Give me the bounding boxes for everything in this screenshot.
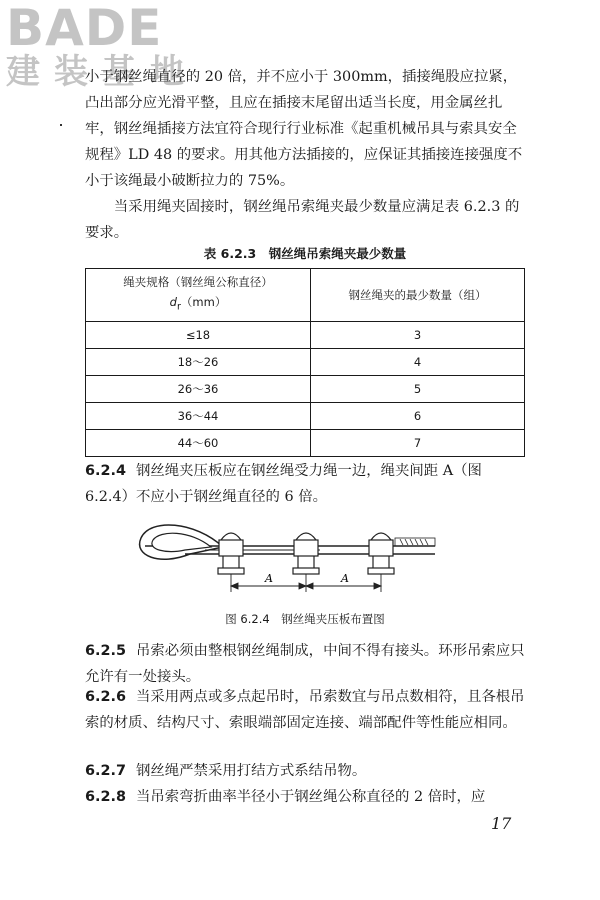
rope-eye-thimble	[152, 533, 211, 551]
clip-2	[293, 533, 319, 574]
clause-number: 6.2.6	[85, 689, 126, 705]
header-clamp-spec: 绳夹规格（钢丝绳公称直径） $d_r(mm)$	[86, 269, 311, 322]
clause-text: 钢丝绳严禁采用打结方式系结吊物。	[135, 763, 367, 779]
clause-text: 当吊索弯折曲率半径小于钢丝绳公称直径的 2 倍时，应	[135, 789, 486, 805]
table-row	[86, 322, 525, 349]
dimension-label-a: A	[341, 572, 349, 585]
table-header-row	[86, 269, 525, 322]
clause-6-2-4	[85, 458, 525, 510]
clause-6-2-6	[85, 684, 525, 736]
clause-text: 当采用两点或多点起吊时，吊索数宜与吊点数相符，且各根吊索的材质、结构尺寸、索眼端部固定连接、端部配件等性能应相同。	[85, 689, 525, 731]
margin-dot	[60, 124, 62, 126]
clause-6-2-8	[85, 784, 525, 810]
cell-count: 7	[311, 430, 525, 457]
cell-count: 6	[311, 403, 525, 430]
wire-rope-clip-diagram	[125, 516, 445, 600]
clause-number: 6.2.5	[85, 643, 126, 659]
dimension-lines	[231, 574, 381, 592]
clip-1	[218, 533, 244, 574]
cell-count: 3	[311, 322, 525, 349]
logo-text: BADE	[6, 0, 163, 57]
clamp-table	[85, 268, 525, 457]
clip-3	[368, 533, 394, 574]
cell-spec: 44～60	[86, 430, 311, 457]
table-title: 表 6.2.3 钢丝绳吊索绳夹最少数量	[203, 246, 407, 261]
header-min-count: 钢丝绳夹的最少数量（组）	[311, 269, 525, 322]
table-row	[86, 403, 525, 430]
cell-count: 5	[311, 376, 525, 403]
cell-spec: 26～36	[86, 376, 311, 403]
figure-caption: 图 6.2.4 钢丝绳夹压板布置图	[225, 612, 385, 626]
table-row	[86, 376, 525, 403]
paragraph-clamp-requirement: 当采用绳夹固接时，钢丝绳吊索绳夹最少数量应满足表 6.2.3 的要求。	[85, 199, 520, 241]
clause-text: 钢丝绳夹压板应在钢丝绳受力绳一边，绳夹间距 A（图 6.2.4）不应小于钢丝绳直径的 6 倍。	[85, 463, 482, 505]
rope-tail-hatch	[395, 538, 435, 546]
dimension-label-a: A	[265, 572, 273, 585]
clause-number: 6.2.8	[85, 789, 126, 805]
clause-6-2-5	[85, 638, 525, 690]
clause-number: 6.2.4	[85, 463, 126, 479]
clause-text: 吊索必须由整根钢丝绳制成，中间不得有接头。环形吊索应只允许有一处接头。	[85, 643, 525, 685]
cell-spec: 36～44	[86, 403, 311, 430]
clause-number: 6.2.7	[85, 763, 126, 779]
table-row	[86, 430, 525, 457]
cell-count: 4	[311, 349, 525, 376]
clause-6-2-7	[85, 758, 525, 784]
paragraph-continuation: 小于钢丝绳直径的 20 倍，并不应小于 300mm，插接绳股应拉紧，凸出部分应光滑平整，且应在插接末尾留出适当长度，用金属丝扎牢，钢丝绳插接方法宜符合现行行业标准《起重机械吊具与索具安全规程》LD 48 的要求。用其他方法插接的，应保证其插接连接强度不小于该绳最小破断拉力的 75%。	[85, 69, 523, 189]
logo-subtitle: 建装基地	[6, 52, 198, 92]
cell-spec: ≤18	[86, 322, 311, 349]
page-number: 17	[491, 814, 512, 833]
cell-spec: 18～26	[86, 349, 311, 376]
table-row	[86, 349, 525, 376]
